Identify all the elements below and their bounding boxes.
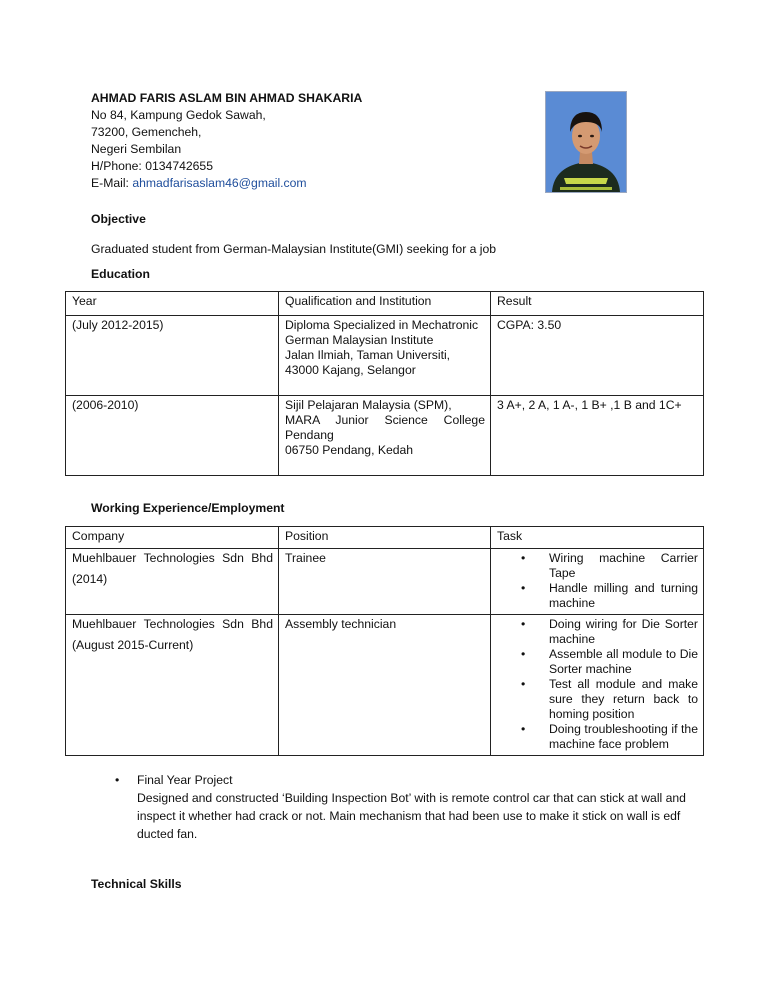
- task-item: • Assemble all module to Die Sorter machine: [497, 647, 698, 677]
- education-heading: Education: [91, 267, 150, 281]
- column-header: Year: [66, 292, 279, 316]
- contact-block: [91, 90, 362, 192]
- table-row: [66, 396, 704, 476]
- qualification-line: Sijil Pelajaran Malaysia (SPM),: [285, 398, 452, 412]
- table-row: [66, 615, 704, 756]
- task-item: • Doing wiring for Die Sorter machine: [497, 617, 698, 647]
- qualification-line: 06750 Pendang, Kedah: [285, 443, 414, 457]
- task-list: [497, 551, 698, 611]
- position-cell: Trainee: [279, 549, 491, 615]
- column-header: Qualification and Institution: [279, 292, 491, 316]
- email-line: [91, 175, 362, 192]
- qualification-line: Pendang: [285, 428, 334, 442]
- address-line-2: 73200, Gemencheh,: [91, 125, 202, 139]
- company-cell: [66, 615, 279, 756]
- qualification-line: Jalan Ilmiah, Taman Universiti,: [285, 348, 451, 362]
- qualification-line: MARA Junior Science College: [285, 413, 485, 427]
- task-cell: [491, 615, 704, 756]
- address-line-1: No 84, Kampung Gedok Sawah,: [91, 108, 266, 122]
- table-row: [66, 549, 704, 615]
- task-cell: [491, 549, 704, 615]
- task-item: • Handle milling and turning machine: [497, 581, 698, 611]
- email-label: E-Mail:: [91, 176, 133, 190]
- company-name: Muehlbauer Technologies Sdn Bhd: [72, 617, 273, 631]
- company-name: Muehlbauer Technologies Sdn Bhd: [72, 551, 273, 565]
- company-cell: [66, 549, 279, 615]
- project-title: Final Year Project: [137, 773, 233, 787]
- full-name: AHMAD FARIS ASLAM BIN AHMAD SHAKARIA: [91, 91, 363, 105]
- experience-header-row: [66, 527, 704, 549]
- qualification-cell: [279, 396, 491, 476]
- experience-table: [65, 526, 704, 756]
- column-header: Result: [491, 292, 704, 316]
- position-cell: Assembly technician: [279, 615, 491, 756]
- phone: H/Phone: 0134742655: [91, 159, 213, 173]
- technical-skills-heading: Technical Skills: [91, 877, 182, 891]
- column-header: Position: [279, 527, 491, 549]
- task-item: • Doing troubleshooting if the machine face problem: [497, 722, 698, 752]
- column-header: Company: [66, 527, 279, 549]
- qualification-line: German Malaysian Institute: [285, 333, 434, 347]
- experience-heading: Working Experience/Employment: [91, 501, 285, 515]
- qualification-cell: [279, 316, 491, 396]
- education-table: [65, 291, 704, 476]
- address-line-3: Negeri Sembilan: [91, 142, 182, 156]
- objective-heading: Objective: [91, 212, 146, 226]
- profile-photo: [545, 91, 627, 193]
- table-row: [66, 316, 704, 396]
- employment-period: (August 2015-Current): [72, 638, 194, 652]
- portrait-illustration: [546, 92, 626, 192]
- objective-text: Graduated student from German-Malaysian Institute(GMI) seeking for a job: [91, 242, 497, 256]
- column-header: Task: [491, 527, 704, 549]
- result-cell: 3 A+, 2 A, 1 A-, 1 B+ ,1 B and 1C+: [491, 396, 704, 476]
- qualification-line: 43000 Kajang, Selangor: [285, 363, 416, 377]
- year-cell: (2006-2010): [66, 396, 279, 476]
- qualification-line: Diploma Specialized in Mechatronic: [285, 318, 479, 332]
- task-item: • Test all module and make sure they return back to homing position: [497, 677, 698, 722]
- bullet-icon: •: [115, 773, 120, 787]
- project-description: Designed and constructed ‘Building Inspection Bot’ with is remote control car that can stick at wall and inspect it whether had crack or not. Main mechanism that had been use to make it stick on wall is edf ducted fan.: [137, 791, 686, 841]
- employment-period: (2014): [72, 572, 108, 586]
- email-link[interactable]: ahmadfarisaslam46@gmail.com: [132, 176, 307, 190]
- final-year-project: [115, 771, 690, 843]
- education-header-row: [66, 292, 704, 316]
- year-cell: (July 2012-2015): [66, 316, 279, 396]
- task-item: • Wiring machine Carrier Tape: [497, 551, 698, 581]
- task-list: [497, 617, 698, 752]
- result-cell: CGPA: 3.50: [491, 316, 704, 396]
